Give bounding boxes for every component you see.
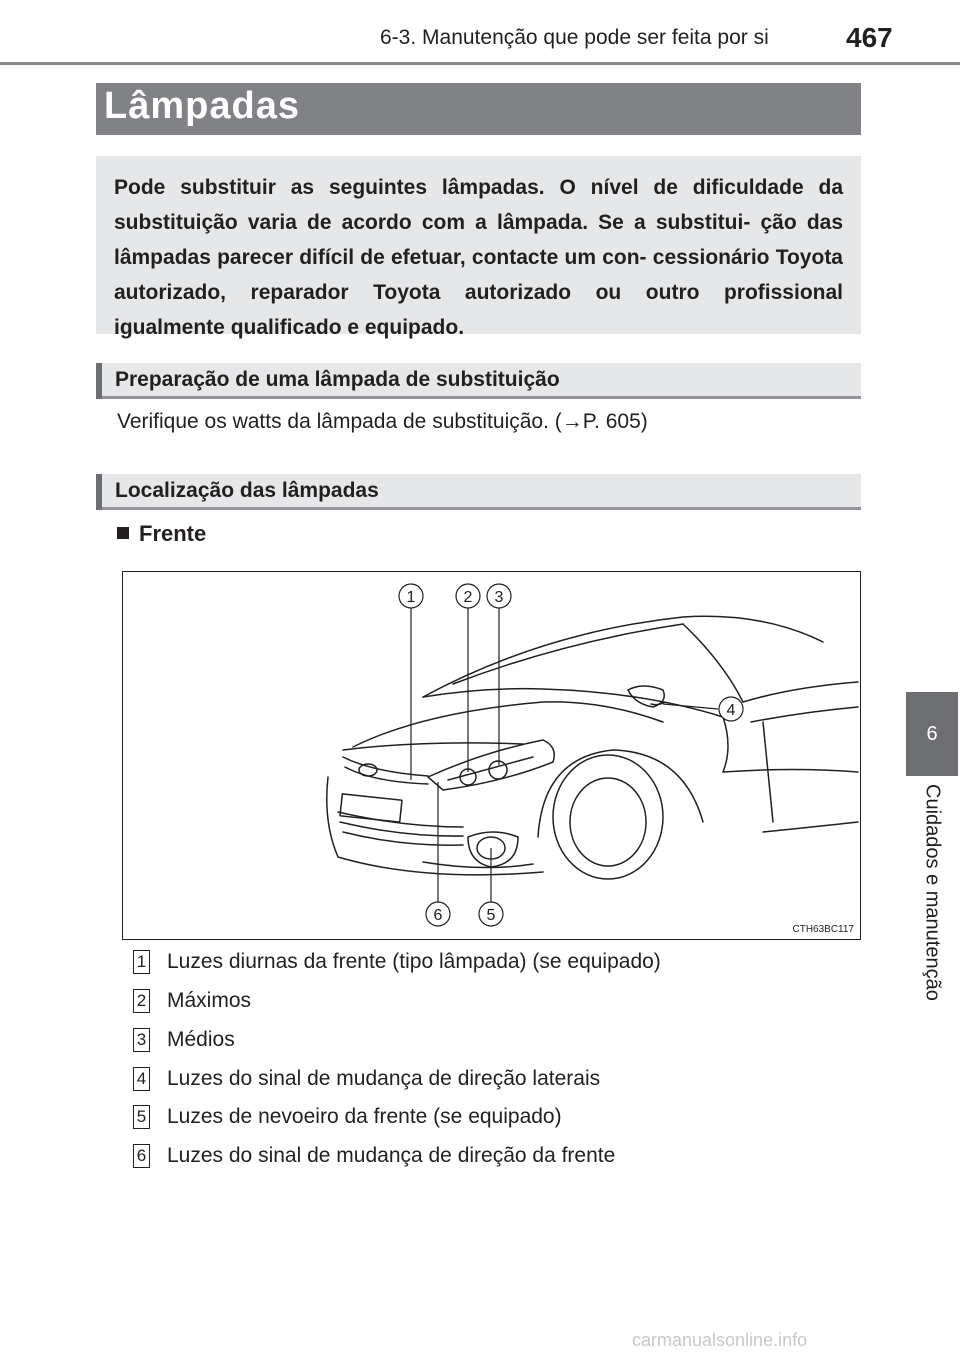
door-line [763, 722, 773, 822]
section-heading-location [96, 474, 861, 510]
chapter-title: Cuidados e manutenção [921, 784, 944, 1001]
wheel-arch [538, 750, 703, 837]
callout-label-5: 5 [486, 907, 496, 924]
chapter-label [906, 784, 958, 1024]
preparation-text: Verifique os watts da lâmpada de substituição. (→P. 605) [117, 410, 648, 433]
figure-code: CTH63BC117 [792, 924, 854, 935]
side-window-lower [751, 707, 858, 722]
legend-item [133, 1066, 600, 1092]
square-bullet-icon [117, 527, 129, 539]
upper-grille-2 [343, 757, 428, 776]
side-window [743, 682, 858, 702]
hood-front-edge [343, 743, 523, 750]
roof-line [423, 616, 823, 697]
page-number: 467 [846, 22, 893, 53]
section-heading-text: Localização das lâmpadas [115, 479, 379, 502]
intro-box [96, 156, 861, 339]
body-side [723, 770, 858, 773]
chapter-number: 6 [926, 722, 938, 745]
air-intake [423, 862, 533, 868]
section-heading-preparation [96, 363, 861, 399]
lamp-low-beam [489, 761, 507, 779]
legend-item [133, 988, 251, 1014]
rocker [763, 822, 858, 832]
front-fender [723, 717, 728, 772]
callout-label-4: 4 [726, 702, 736, 719]
lower-grille-2 [340, 822, 463, 836]
page-title: Lâmpadas [104, 85, 300, 127]
legend-text: Luzes de nevoeiro da frente (se equipado) [167, 1105, 562, 1128]
windshield-top [453, 624, 683, 684]
legend-item [133, 949, 661, 975]
section-stripe [96, 474, 102, 510]
page-title-bar [96, 83, 861, 135]
legend-number: 4 [133, 1067, 150, 1091]
running-header-section: 6-3. Manutenção que pode ser feita por si [380, 26, 769, 49]
car-drawing [123, 572, 860, 939]
intro-text: Pode substituir as seguintes lâmpadas. O nível de dificuldade da substituição varia de acordo com a lâmpada. Se a substitui- ção das lâmpadas parecer difícil de efetuar, contacte um con- cessionário Toyota autorizado, reparador Toyota autorizado ou outro profissional igualmente qualificado e equipado. [114, 176, 843, 339]
legend-text: Luzes diurnas da frente (tipo lâmpada) (se equipado) [167, 950, 661, 973]
subheading-text: Frente [139, 521, 207, 546]
section-heading-text: Preparação de uma lâmpada de substituição [115, 368, 560, 391]
callout-label-3: 3 [494, 589, 504, 606]
plate-area [340, 794, 402, 822]
legend-text: Luzes do sinal de mudança de direção laterais [167, 1067, 601, 1090]
lower-grille-3 [343, 832, 463, 845]
legend-number: 6 [133, 1144, 150, 1168]
wheel-inner [570, 778, 646, 866]
car-front-illustration [122, 571, 861, 940]
legend-number: 3 [133, 1028, 150, 1052]
legend-item [133, 1143, 615, 1169]
section-stripe [96, 363, 102, 399]
chapter-tab [906, 692, 958, 776]
legend-text: Máximos [167, 989, 252, 1012]
legend-number: 5 [133, 1105, 150, 1129]
callout-label-2: 2 [463, 589, 473, 606]
header-divider [0, 62, 960, 65]
legend-number: 1 [133, 950, 150, 974]
hood-crease [353, 702, 663, 747]
a-pillar [683, 624, 743, 702]
footer-watermark: carmanualsonline.info [632, 1330, 808, 1350]
callout-label-6: 6 [433, 907, 443, 924]
legend-text: Luzes do sinal de mudança de direção da frente [167, 1144, 616, 1167]
legend-item [133, 1104, 562, 1130]
legend-text: Médios [167, 1028, 235, 1051]
side-marker-lamp [651, 702, 665, 705]
legend-item [133, 1027, 235, 1053]
legend-number: 2 [133, 989, 150, 1013]
subheading-front [117, 521, 206, 547]
callout-label-1: 1 [406, 589, 416, 606]
